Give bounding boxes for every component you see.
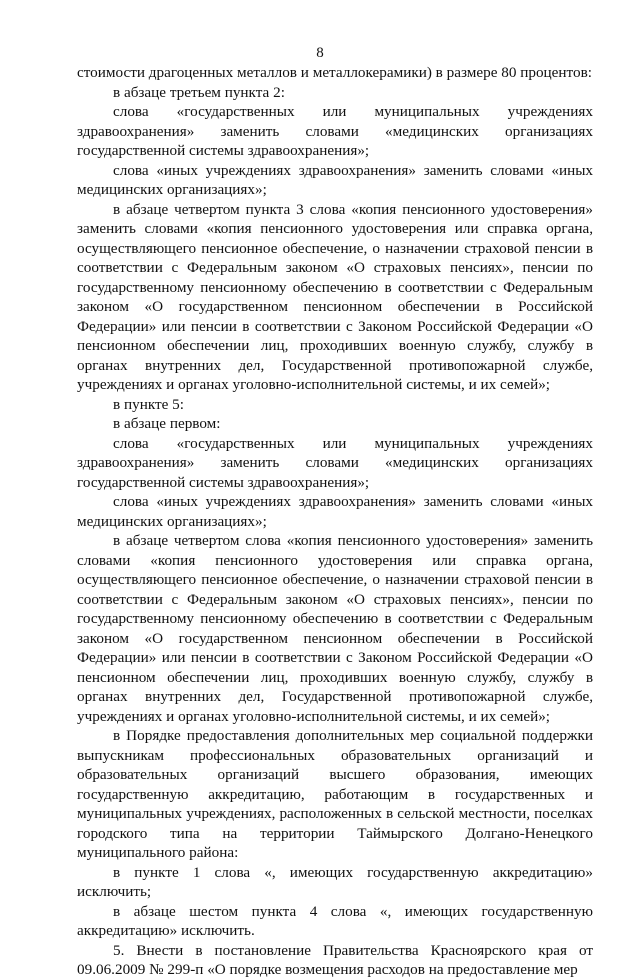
paragraph: слова «государственных или муниципальных учреждениях здравоохранения» заменить словами «медицинских организациях государственной системы здравоохранения»; bbox=[77, 103, 593, 159]
page-number: 8 bbox=[316, 45, 324, 61]
paragraph: в Порядке предоставления дополнительных мер социальной поддержки выпускникам профессиональных образовательных организаций и образовательных организаций высшего образования, имеющих государственную аккредитацию, работающим в государственных и муниципальных учреждениях, расположенных в сельской местности, поселках городского типа на территории Таймырского Долгано-Ненецкого муниципального района: bbox=[77, 727, 593, 861]
paragraph: в абзаце четвертом пункта 3 слова «копия пенсионного удостоверения» заменить словами «копия пенсионного удостоверения или справка органа, осуществляющего пенсионное обеспечение, о назначении страховой пенсии в соответствии с Федеральным законом «О страховых пенсиях», пенсии по государственному пенсионному обеспечению в соответствии с Федеральным законом «О государственном пенсионном обеспечении в Российской Федерации» или пенсии в соответствии с Законом Российской Федерации «О пенсионном обеспечении лиц, проходивших военную службу, службу в органах внутренних дел, Государственной противопожарной службе, учреждениях и органах уголовно-исполнительной системы, и их семей»; bbox=[77, 200, 593, 393]
paragraph: в абзаце четвертом слова «копия пенсионного удостоверения» заменить словами «копия пенсионного удостоверения или справка органа, осуществляющего пенсионное обеспечение, о назначении страховой пенсии в соответствии с Федеральным законом «О страховых пенсиях», пенсии по государственному пенсионному обеспечению в соответствии с Федеральным законом «О государственном пенсионном обеспечении в Российской Федерации» или пенсии в соответствии с Законом Российской Федерации «О пенсионном обеспечении лиц, проходивших военную службу, службу в органах внутренних дел, Государственной противопожарной службе, учреждениях и органах уголовно-исполнительной системы, и их семей»; bbox=[77, 532, 593, 725]
paragraph: в абзаце первом: bbox=[113, 415, 221, 432]
paragraph: слова «государственных или муниципальных учреждениях здравоохранения» заменить словами «медицинских организациях государственной системы здравоохранения»; bbox=[77, 434, 593, 491]
paragraph: 5. Внести в постановление Правительства Красноярского края от 09.06.2009 № 299-п «О порядке возмещения расходов на предоставление мер bbox=[77, 941, 593, 978]
document-body bbox=[77, 63, 593, 980]
paragraph: в абзаце третьем пункта 2: bbox=[113, 83, 285, 101]
paragraph: в пункте 5: bbox=[113, 395, 184, 413]
paragraph: в абзаце шестом пункта 4 слова «, имеющих государственную аккредитацию» исключить. bbox=[77, 902, 593, 939]
paragraph: слова «иных учреждениях здравоохранения» заменить словами «иных медицинских организациях»; bbox=[77, 493, 593, 530]
paragraph: стоимости драгоценных металлов и металлокерамики) в размере 80 процентов: bbox=[77, 64, 592, 81]
paragraph: слова «иных учреждениях здравоохранения» заменить словами «иных медицинских организациях»; bbox=[77, 161, 593, 198]
paragraph: в пункте 1 слова «, имеющих государственную аккредитацию» исключить; bbox=[77, 863, 593, 900]
